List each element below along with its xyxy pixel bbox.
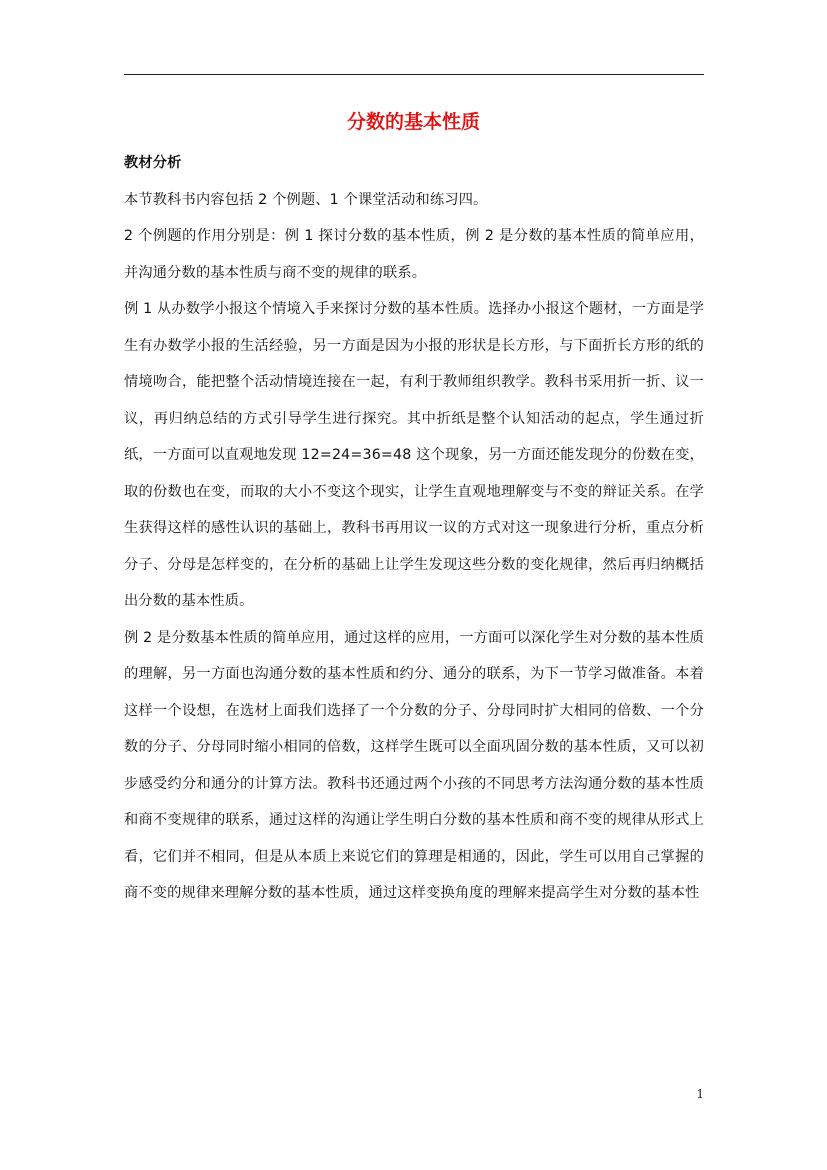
paragraph-overview: 本节教科书内容包括 2 个例题、1 个课堂活动和练习四。 [124,191,488,208]
page-number: 1 [696,1087,704,1101]
paragraph-example-1: 例 1 从办数学小报这个情境入手来探讨分数的基本性质。选择办小报这个题材，一方面是学生有办数学小报的生活经验，另一方面是因为小报的形状是长方形，与下面折长方形的纸的情境吻合，能把整个活动情境连接在一起，有利于教师组织教学。教科书采用折一折、议一议，再归纳总结的方式引导学生进行探究。其中折纸是整个认知活动的起点，学生通过折纸，一方面可以直观地发现 12=24=36=48 这个现象，另一方面还能发现分的份数在变，取的份数也在变，而取的大小不变这个现实，让学生直观地理解变与不变的辩证关系。在学生获得这样的感性认识的基础上，教科书再用议一议的方式对这一现象进行分析，重点分析分子、分母是怎样变的，在分析的基础上让学生发现这些分数的变化规律，然后再归纳概括出分数的基本性质。 [124,301,704,609]
document-body [124,145,704,912]
paragraph-example-2: 例 2 是分数基本性质的简单应用，通过这样的应用，一方面可以深化学生对分数的基本性质的理解，另一方面也沟通分数的基本性质和约分、通分的联系，为下一节学习做准备。本着这样一个设想，在选材上面我们选择了一个分数的分子、分母同时扩大相同的倍数、一个分数的分子、分母同时缩小相同的倍数，这样学生既可以全面巩固分数的基本性质，又可以初步感受约分和通分的计算方法。教科书还通过两个小孩的不同思考方法沟通分数的基本性质和商不变规律的联系，通过这样的沟通让学生明白分数的基本性质和商不变的规律从形式上看，它们并不相同，但是从本质上来说它们的算理是相通的，因此，学生可以用自己掌握的商不变的规律来理解分数的基本性质，通过这样变换角度的理解来提高学生对分数的基本性 [124,629,704,901]
section-heading: 教材分析 [124,155,182,171]
document-title: 分数的基本性质 [346,111,480,133]
header-rule [124,74,704,75]
paragraph-examples-role: 2 个例题的作用分别是：例 1 探讨分数的基本性质，例 2 是分数的基本性质的简单应用，并沟通分数的基本性质与商不变的规律的联系。 [124,228,704,281]
